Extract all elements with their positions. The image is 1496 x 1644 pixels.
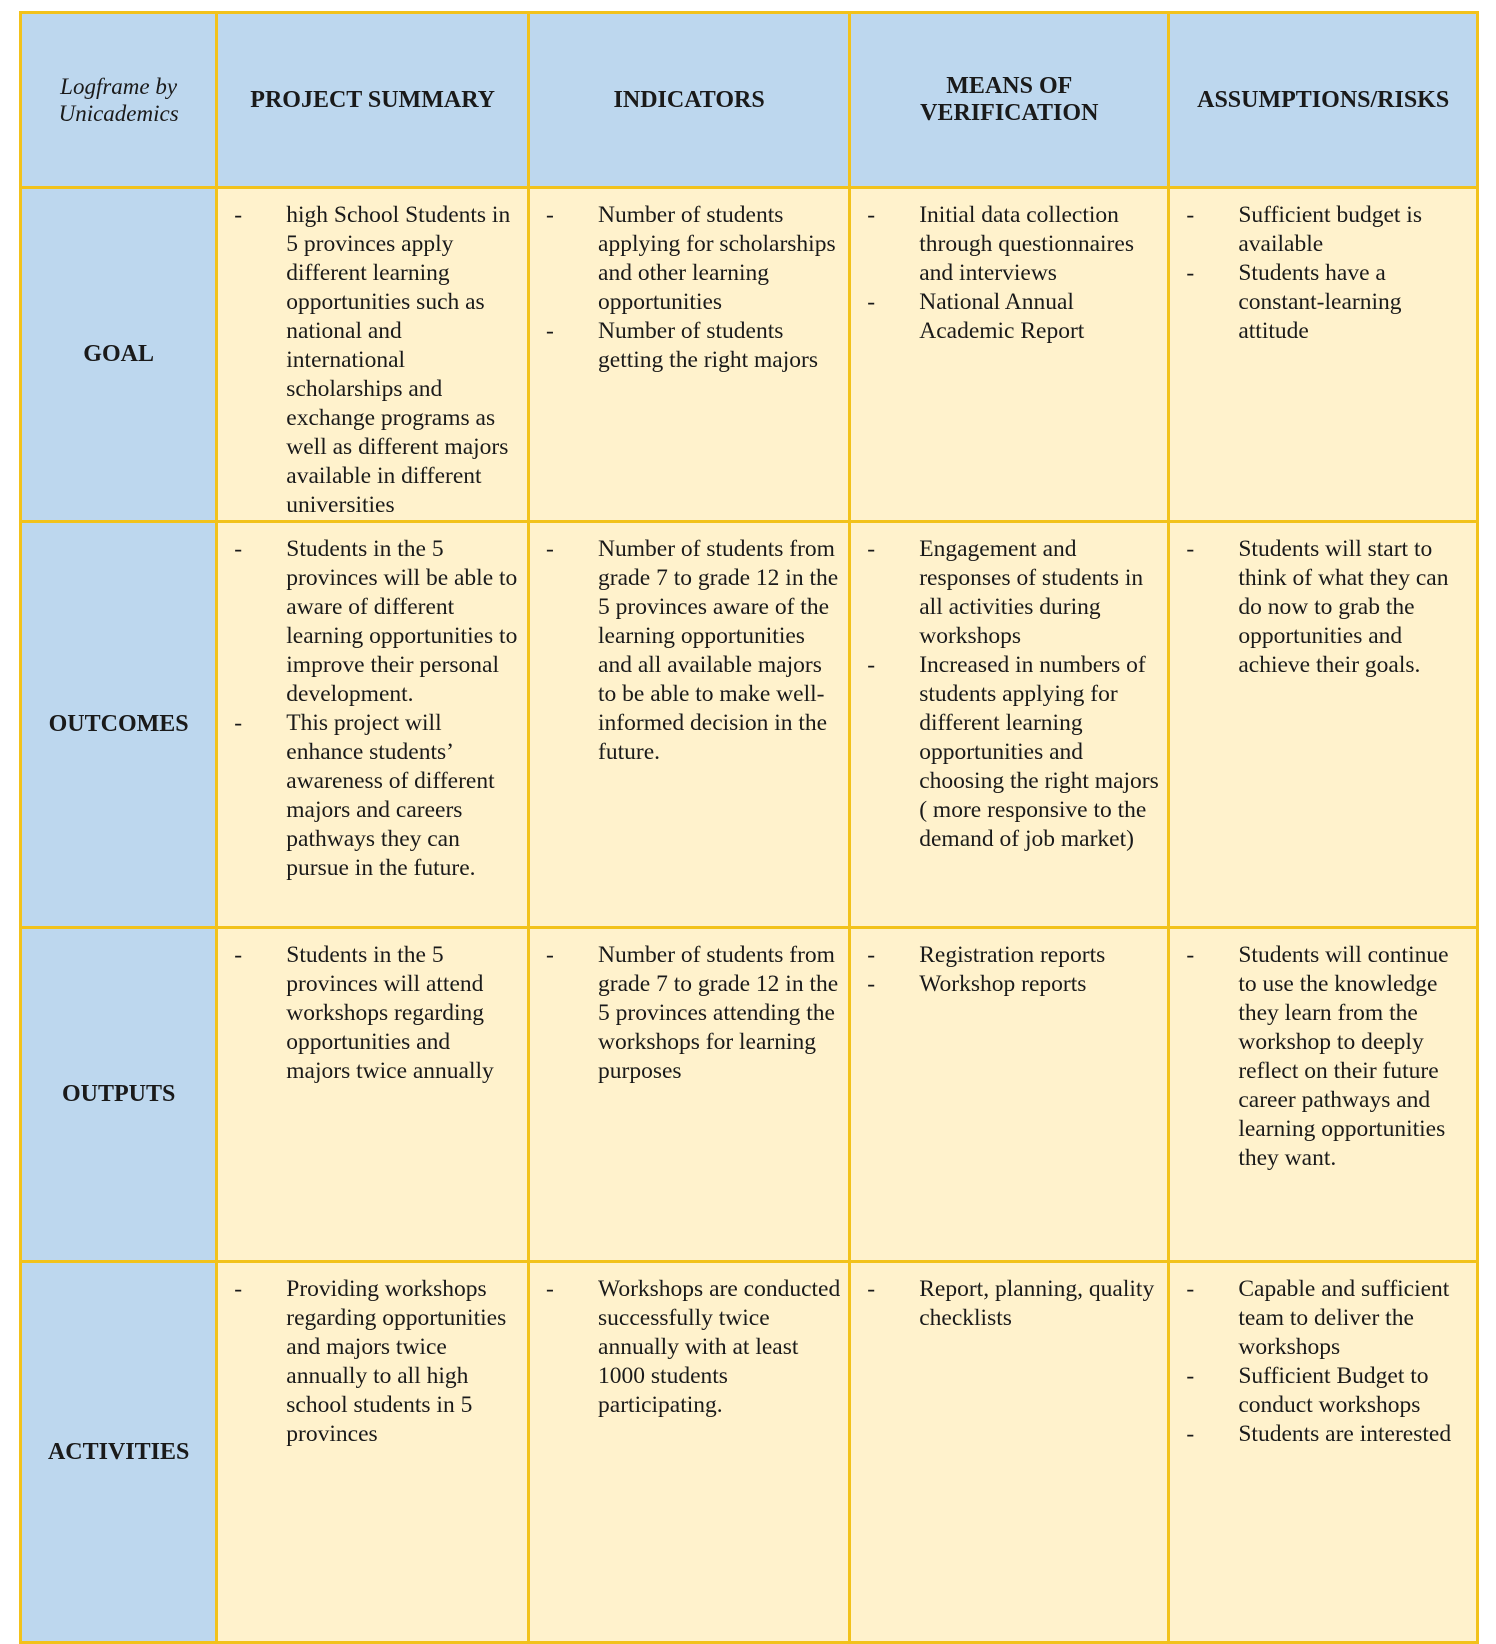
header-project-summary: PROJECT SUMMARY xyxy=(217,13,529,188)
goal-project-summary xyxy=(217,188,529,522)
activities-means xyxy=(850,1262,1169,1643)
list-item: - Number of students from grade 7 to grade 12 in the 5 provinces aware of the learning opportunities and all available majors to be able to make well-informed decision in the future. xyxy=(546,535,840,767)
outcomes-assumptions xyxy=(1169,522,1478,928)
header-means-text: MEANS OF VERIFICATION xyxy=(920,73,1099,126)
table-row-outputs xyxy=(21,928,1478,1262)
list-item: - Sufficient Budget to conduct workshops xyxy=(1186,1362,1468,1420)
list-item: - Engagement and responses of students in all activities during workshops xyxy=(867,535,1159,651)
list-item: - Report, planning, quality checklists xyxy=(867,1275,1159,1333)
list-item: - Number of students from grade 7 to grade 12 in the 5 provinces attending the workshops for learning purposes xyxy=(546,941,840,1086)
activities-assumptions xyxy=(1169,1262,1478,1643)
list-item: - This project will enhance students’ awareness of different majors and careers pathways they can pursue in the future. xyxy=(234,709,519,883)
list-item: - Students in the 5 provinces will attend workshops regarding opportunities and majors twice annually xyxy=(234,941,519,1086)
list-item: - Capable and sufficient team to deliver the workshops xyxy=(1186,1275,1468,1362)
table-row-outcomes xyxy=(21,522,1478,928)
list-item: - Number of students applying for scholarships and other learning opportunities xyxy=(546,201,840,317)
activities-indicators xyxy=(529,1262,850,1643)
list-item: - Students are interested xyxy=(1186,1420,1468,1449)
header-assumptions-risks: ASSUMPTIONS/RISKS xyxy=(1169,13,1478,188)
goal-assumptions xyxy=(1169,188,1478,522)
header-means-of-verification xyxy=(850,13,1169,188)
list-item: - Providing workshops regarding opportunities and majors twice annually to all high school students in 5 provinces xyxy=(234,1275,519,1449)
activities-project-summary xyxy=(217,1262,529,1643)
table-row-goal xyxy=(21,188,1478,522)
header-row xyxy=(21,13,1478,188)
outputs-project-summary xyxy=(217,928,529,1262)
list-item: - Students in the 5 provinces will be able to aware of different learning opportunities to improve their personal development. xyxy=(234,535,519,709)
outcomes-indicators xyxy=(529,522,850,928)
list-item: - high School Students in 5 provinces apply different learning opportunities such as national and international scholarships and exchange programs as well as different majors available in different universities xyxy=(234,201,519,520)
outputs-assumptions xyxy=(1169,928,1478,1262)
row-label-outputs: OUTPUTS xyxy=(21,928,217,1262)
logframe-table xyxy=(19,11,1479,1644)
list-item: - Students will start to think of what they can do now to grab the opportunities and achieve their goals. xyxy=(1186,535,1468,680)
header-indicators: INDICATORS xyxy=(529,13,850,188)
outcomes-means xyxy=(850,522,1169,928)
outputs-indicators xyxy=(529,928,850,1262)
list-item: - National Annual Academic Report xyxy=(867,288,1159,346)
goal-indicators xyxy=(529,188,850,522)
table-row-activities xyxy=(21,1262,1478,1643)
row-label-activities: ACTIVITIES xyxy=(21,1262,217,1643)
list-item: - Initial data collection through questionnaires and interviews xyxy=(867,201,1159,288)
list-item: - Workshops are conducted successfully twice annually with at least 1000 students participating. xyxy=(546,1275,840,1420)
list-item: - Students have a constant-learning attitude xyxy=(1186,259,1468,346)
outputs-means xyxy=(850,928,1169,1262)
list-item: - Students will continue to use the knowledge they learn from the workshop to deeply reflect on their future career pathways and learning opportunities they want. xyxy=(1186,941,1468,1173)
outcomes-project-summary xyxy=(217,522,529,928)
goal-means xyxy=(850,188,1169,522)
list-item: - Number of students getting the right majors xyxy=(546,317,840,375)
row-label-goal: GOAL xyxy=(21,188,217,522)
corner-label: Logframe by Unicademics xyxy=(21,13,217,188)
list-item: - Workshop reports xyxy=(867,970,1159,999)
list-item: - Increased in numbers of students applying for different learning opportunities and choosing the right majors ( more responsive to the demand of job market) xyxy=(867,651,1159,854)
list-item: - Registration reports xyxy=(867,941,1159,970)
row-label-outcomes: OUTCOMES xyxy=(21,522,217,928)
list-item: - Sufficient budget is available xyxy=(1186,201,1468,259)
